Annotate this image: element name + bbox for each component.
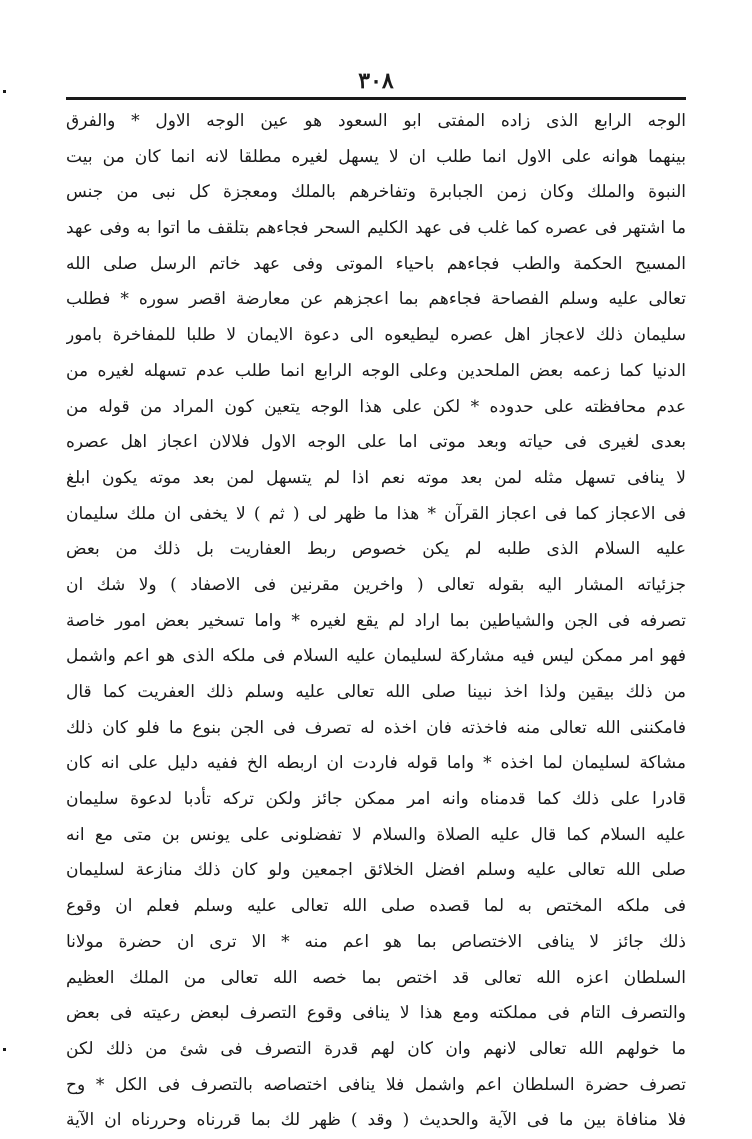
text-line: فلا منافاة بين ما فى الآية والحديث ( وقد ) ظهر لك بما قررناه وحررناه ان الآية	[66, 1110, 686, 1131]
text-line: جزئياته المشار اليه بقوله تعالى ( واخرين مقرنين فى الاصفاد ) ولا شك ان	[66, 574, 686, 595]
page-number: ٣٠٨	[358, 68, 394, 94]
text-line: عليه السلام الذى طلبه لم يكن خصوص ربط العفاريت بل ذلك من بعض	[66, 539, 686, 560]
text-line: بينهما هوانه على الاول انما طلب ان لا يسهل لغيره مطلقا لانه انما كان من بيت	[66, 146, 686, 167]
text-line: فى ملكه المختص به لما قصده صلى الله تعالى عليه وسلم فعلم ان وقوع	[66, 896, 686, 917]
text-line: مشاكة لسليمان لما اخذه * واما قوله فاردت ان اربطه الخ ففيه دليل على انه كان	[66, 753, 686, 774]
text-line: المسيح الحكمة والطب فجاءهم باحياء الموتى وفى عهد خاتم الرسل صلى الله	[66, 253, 686, 274]
text-line: تعالى عليه وسلم الفصاحة فجاءهم بما اعجزهم عن معارضة اقصر سوره * فطلب	[66, 289, 686, 310]
text-line: النبوة والملك وكان زمن الجبابرة وتفاخرهم بالملك ومعجزة كل نبى من جنس	[66, 182, 686, 203]
text-line: فهو امر ممكن ليس فيه مشاركة لسليمان عليه السلام فى ملكه الذى هو اعم واشمل	[66, 646, 686, 667]
text-line: عدم محافظته على حدوده * لكن على هذا الوجه يتعين كون المراد من قوله من	[66, 396, 686, 417]
text-line: تصرف حضرة السلطان اعم واشمل فلا ينافى اختصاصه بالتصرف فى الكل * وح	[66, 1074, 686, 1095]
text-line: الوجه الرابع الذى زاده المفتى ابو السعود هو عين الوجه الاول * والفرق	[66, 111, 686, 131]
text-line: ذلك جائز لا ينافى الاختصاص بما هو اعم منه * الا ترى ان حضرة مولانا	[66, 931, 686, 952]
text-line: السلطان اعزه الله تعالى قد اختص بما خصه الله تعالى من الملك العظيم	[66, 967, 686, 988]
text-line: قادرا على ذلك كما قدمناه وانه امر ممكن جائز ولكن تركه تأدبا لدعوة سليمان	[66, 789, 686, 810]
text-line: عليه السلام كما قال عليه الصلاة والسلام لا تفضلونى على يونس بن متى مع انه	[66, 824, 686, 845]
text-line: من ذلك بيقين ولذا اخذ نبينا صلى الله تعالى عليه وسلم ذلك العفريت كما قال	[66, 682, 686, 702]
text-line: سليمان ذلك لاعجاز اهل عصره ليطيعوه الى دعوة الايمان لا طلبا للمفاخرة بامور	[66, 325, 686, 346]
text-line: صلى الله تعالى عليه وسلم افضل الخلائق اجمعين ولو كان ذلك منازعة لسليمان	[66, 860, 686, 881]
text-line: تصرفه فى الجن والشياطين بما اراد لم يقع لغيره * واما تسخير بعض امور خاصة	[66, 610, 686, 631]
header-rule	[66, 97, 686, 100]
text-line: بعدى لغيرى فى حياته وبعد موتى اما على الوجه الاول فلالان اعجاز اهل عصره	[66, 432, 686, 453]
text-line: فى الاعجاز كما فى اعجاز القرآن * هذا ما ظهر لى ( ثم ) لا يخفى ان ملك سليمان	[66, 503, 686, 524]
body-text	[66, 104, 686, 1139]
text-line: الدنيا كما زعمه بعض الملحدين وعلى الوجه الرابع انما طلب عدم تسهله لغيره من	[66, 360, 686, 381]
scan-mark-bottom	[3, 1048, 6, 1051]
text-line: فامكننى الله تعالى منه فاخذته فان اخذه له تصرف فى الجن بنوع ما فلو كان ذلك	[66, 717, 686, 738]
text-line: لا ينافى تسهل مثله لمن بعد موته نعم اذا لم يتسهل لمن بعد موته يكون ابلغ	[66, 467, 686, 488]
text-line: ما اشتهر فى عصره كما غلب فى عهد الكليم السحر فجاءهم بتلقف ما اتوا به وفى عهد	[66, 218, 686, 239]
text-line: ما خولهم الله تعالى لانهم وان كان لهم قدرة التصرف فى شئ من ذلك لكن	[66, 1038, 686, 1059]
text-line: والتصرف التام فى مملكته ومع هذا لا ينافى وقوع التصرف لبعض رعيته فى بعض	[66, 1003, 686, 1024]
